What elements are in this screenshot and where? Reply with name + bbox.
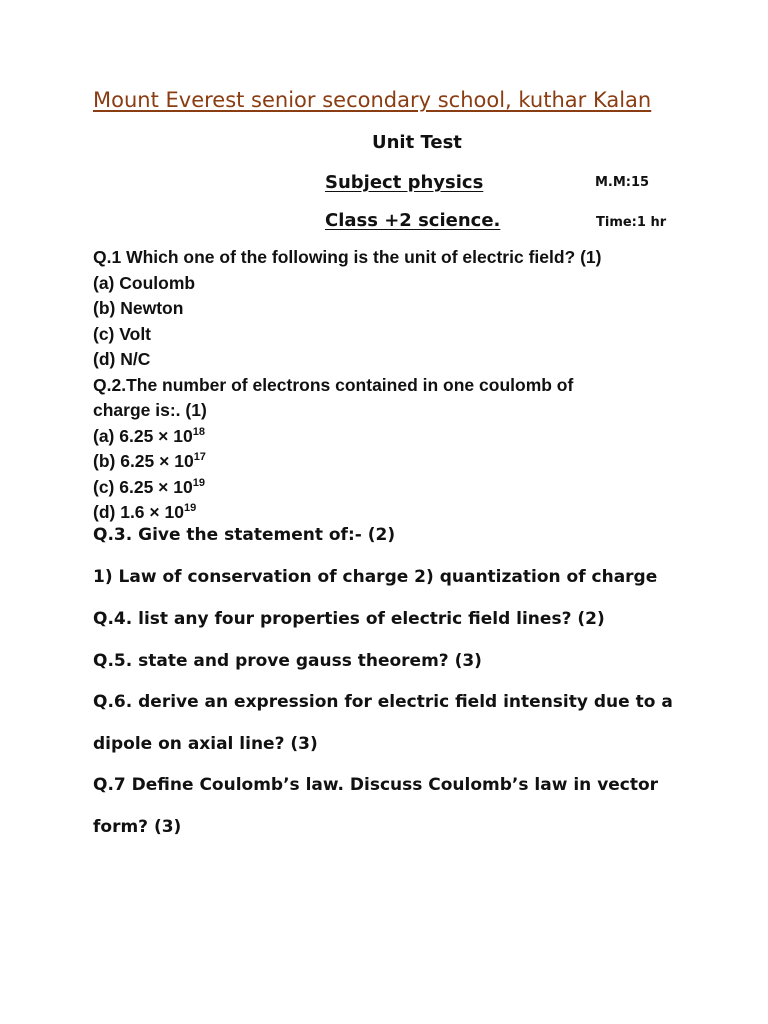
q2-option-c: (c) $6.25 \times 10^{19}$ bbox=[93, 476, 205, 497]
question-3-sub: 1) Law of conservation of charge 2) quantization of charge bbox=[93, 567, 658, 587]
question-2-line-2: charge is:. (1) bbox=[93, 400, 207, 420]
question-5: Q.5. state and prove gauss theorem? (3) bbox=[93, 651, 482, 671]
q2-option-a: (a) $6.25 \times 10^{18}$ bbox=[93, 425, 205, 446]
question-block-1-2 bbox=[93, 245, 601, 526]
max-marks: M.M:15 bbox=[595, 175, 650, 190]
test-title: Unit Test bbox=[372, 132, 462, 153]
question-4: Q.4. list any four properties of electric field lines? (2) bbox=[93, 609, 605, 629]
time-label: Time:1 hr bbox=[596, 215, 667, 230]
class-label: Class +2 science. bbox=[325, 210, 501, 231]
question-1: Q.1 Which one of the following is the unit of electric field? (1) bbox=[93, 247, 602, 267]
q1-option-b: (b) Newton bbox=[93, 298, 184, 318]
school-name: Mount Everest senior secondary school, kuthar Kalan bbox=[93, 88, 652, 112]
q1-option-a: (a) Coulomb bbox=[93, 272, 196, 293]
question-6-line-2: dipole on axial line? (3) bbox=[93, 734, 318, 754]
question-6-line-1: Q.6. derive an expression for electric field intensity due to a bbox=[93, 692, 673, 712]
subject-label: Subject physics bbox=[325, 172, 484, 193]
q1-option-d: (d) N/C bbox=[93, 349, 151, 369]
question-7-line-1: Q.7 Define Coulomb’s law. Discuss Coulomb’s law in vector bbox=[93, 775, 659, 795]
question-7-line-2: form? (3) bbox=[93, 817, 182, 837]
q1-option-c: (c) Volt bbox=[93, 323, 152, 344]
q2-option-b: (b) $6.25 \times 10^{17}$ bbox=[93, 451, 206, 471]
q2-option-d: (d) $1.6 \times 10^{19}$ bbox=[93, 502, 197, 522]
question-3: Q.3. Give the statement of:- (2) bbox=[93, 525, 396, 545]
question-2-line-1: Q.2.The number of electrons contained in one coulomb of bbox=[93, 374, 574, 395]
